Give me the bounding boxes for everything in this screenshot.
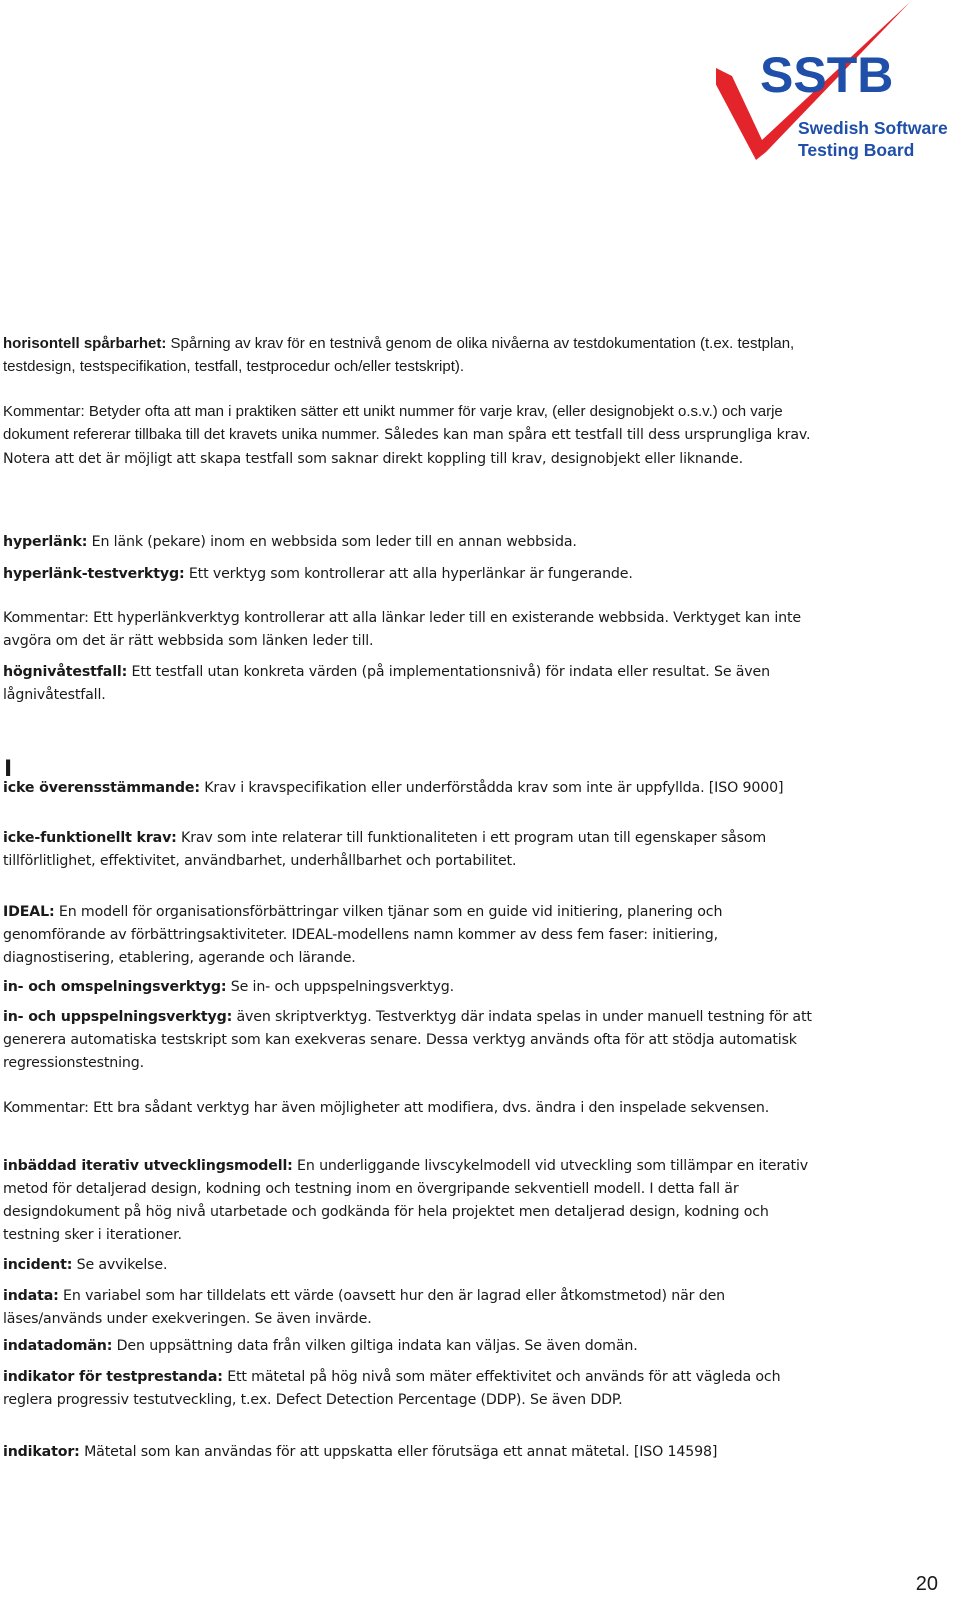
term: hyperlänk-testverktyg: [3, 566, 185, 582]
entry-hyperlank-testverktyg [3, 563, 813, 586]
definition: Ett verktyg som kontrollerar att alla hyperlänkar är fungerande. [184, 566, 633, 582]
comment-text: Kommentar: Ett bra sådant verktyg har även möjligheter att modifiera, dvs. ändra i den inspelade sekvensen. [3, 1100, 770, 1116]
definition: Mätetal som kan användas för att uppskatta eller förutsäga ett annat mätetal. [ISO 14598] [79, 1444, 718, 1460]
comment-text: Kommentar: Ett hyperlänkverktyg kontrollerar att alla länkar leder till en existerande webbsida. Verktyget kan inte avgöra om det är rätt webbsida som länken leder till. [3, 610, 802, 649]
term: icke-funktionellt krav: [3, 830, 177, 846]
entry-inbaddad [3, 1155, 813, 1247]
definition: Se in- och uppspelningsverktyg. [226, 979, 454, 995]
definition: Se avvikelse. [72, 1257, 168, 1273]
entry-hyperlank [3, 531, 813, 554]
term: inbäddad iterativ utvecklingsmodell: [3, 1158, 293, 1174]
entry-indikator [3, 1441, 813, 1464]
section-letter: I [4, 757, 13, 782]
entry-in-och-uppspelningsverktyg [3, 1006, 813, 1075]
definition: En länk (pekare) inom en webbsida som leder till en annan webbsida. [87, 534, 577, 550]
term: indikator: [3, 1444, 80, 1460]
entry-indata [3, 1285, 813, 1331]
logo-line2: Testing Board [798, 140, 915, 160]
term: hyperlänk: [3, 534, 88, 550]
logo-name: SSTB [760, 47, 894, 103]
definition: Ett testfall utan konkreta värden (på implementationsnivå) för indata eller resultat. Se även lågnivåtestfall. [3, 664, 770, 703]
comment-in-och-uppspelningsverktyg [3, 1097, 813, 1120]
entry-incident [3, 1254, 813, 1277]
term: indata: [3, 1288, 59, 1304]
entry-icke-funktionellt-krav [3, 827, 813, 873]
term: in- och uppspelningsverktyg: [3, 1009, 233, 1025]
term: IDEAL: [3, 904, 55, 920]
comment-text: Kommentar: Betyder ofta att man i praktiken sätter ett unikt nummer för varje krav, (eller designobjekt o.s.v.) och varje dokument refererar tillbaka till det kravets unika nummer. [3, 403, 783, 443]
term: icke överensstämmande: [3, 780, 200, 796]
page-number: 20 [915, 1573, 938, 1595]
term: incident: [3, 1257, 73, 1273]
definition: Spårning av krav för en testnivå genom de olika nivåerna av testdokumentation (t.ex. testplan, testdesign, testspecifikation, testfall, testprocedur och/eller testskript). [3, 335, 795, 375]
definition: även skriptverktyg. Testverktyg där indata spelas in under manuell testning för att generera automatiska testskript som kan exekveras senare. Dessa verktyg används ofta för att stödja automatisk regressionstestning. [3, 1009, 812, 1071]
definition: Krav som inte relaterar till funktionaliteten i ett program utan till egenskaper såsom tillförlitlighet, effektivitet, användbarhet, underhållbarhet och portabilitet. [3, 830, 767, 869]
term: in- och omspelningsverktyg: [3, 979, 227, 995]
entry-indatadoman [3, 1335, 813, 1358]
term: högnivåtestfall: [3, 664, 128, 680]
definition: Ett mätetal på hög nivå som mäter effektivitet och används för att vägleda och reglera progressiv testutveckling, t.ex. Defect Detection Percentage (DDP). Se även DDP. [3, 1369, 781, 1408]
comment-horisontell [3, 400, 813, 471]
definition: Den uppsättning data från vilken giltiga indata kan väljas. Se även domän. [112, 1338, 638, 1354]
sstb-logo [716, 0, 960, 170]
term: indatadomän: [3, 1338, 113, 1354]
comment-hyperlank [3, 607, 813, 653]
logo-line1: Swedish Software [798, 118, 948, 138]
definition: En variabel som har tilldelats ett värde (oavsett hur den är lagrad eller åtkomstmetod) när den läses/används under exekveringen. Se även invärde. [3, 1288, 725, 1327]
definition: En modell för organisationsförbättringar vilken tjänar som en guide vid initiering, planering och genomförande av förbättringsaktiviteter. IDEAL-modellens namn kommer av dess fem faser: initiering, diagnostisering, etablering, agerande och lärande. [3, 904, 723, 966]
entry-ideal [3, 901, 813, 970]
term: indikator för testprestanda: [3, 1369, 223, 1385]
entry-icke-overensstammande [3, 777, 813, 800]
definition: En underliggande livscykelmodell vid utveckling som tillämpar en iterativ metod för detaljerad design, kodning och testning inom en övergripande sekventiell modell. I detta fall är designdokument på hög nivå utarbetade och godkända för hela projektet men detaljerad design, kodning och testning sker i iterationer. [3, 1158, 808, 1243]
definition: Krav i kravspecifikation eller underförstådda krav som inte är uppfyllda. [ISO 9000] [199, 780, 784, 796]
term: horisontell spårbarhet: [3, 335, 167, 352]
entry-in-och-omspelningsverktyg [3, 976, 813, 999]
comment-text-cont: Således kan man spåra ett testfall till dess ursprungliga krav. Notera att det är möjligt att skapa testfall som saknar direkt koppling till krav, designobjekt eller liknande. [3, 427, 811, 467]
entry-horisontell [3, 332, 813, 378]
entry-hognivatestfall [3, 661, 813, 707]
entry-indikator-testprestanda [3, 1366, 813, 1412]
